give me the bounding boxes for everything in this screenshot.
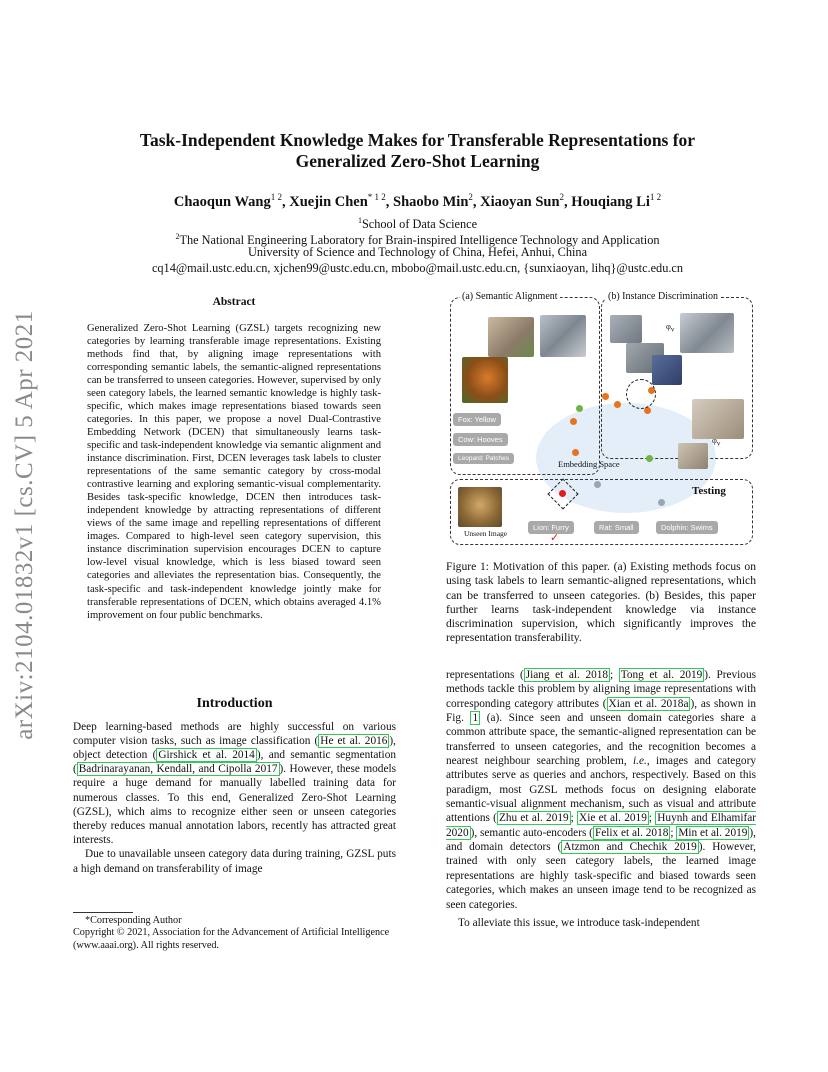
- citation-he2016[interactable]: He et al. 2016: [320, 734, 388, 747]
- test-dot-grey-1: [594, 481, 601, 488]
- intro-p1-text-a: Deep learning-based methods are highly successful on various computer vision tasks, such as image classification (: [73, 720, 396, 747]
- author-1-sup: 1 2: [270, 192, 282, 202]
- title-line-2: Generalized Zero-Shot Learning: [295, 151, 540, 171]
- arxiv-stamp: [0, 290, 50, 760]
- figure-1: [448, 293, 754, 547]
- citation-xie2019[interactable]: Xie et al. 2019: [579, 812, 647, 825]
- rc-text-g: ;: [570, 812, 578, 825]
- rc-text-l: ). However, trained with only seen category labels, the learned image representations are highly task-specific and biased towards seen categories, which makes an unseen image tend to be recognized as seen categories.: [446, 841, 756, 911]
- embed-dot-orange-4: [572, 449, 579, 456]
- leopard-view-1: [610, 315, 642, 343]
- check-mark-icon: ✓: [550, 532, 560, 544]
- aff2-text: The National Engineering Laboratory for Brain-inspired Intelligence Technology and Application: [179, 233, 660, 248]
- fox-photo: [462, 357, 508, 403]
- author-2-sup: * 1 2: [367, 192, 386, 202]
- embed-dot-orange-1: [570, 418, 577, 425]
- leopard-view-4: [652, 355, 682, 385]
- label-instance-discrimination: (b) Instance Discrimination: [608, 291, 718, 302]
- testing-label: Testing: [692, 485, 726, 497]
- citation-jiang2018[interactable]: Jiang et al. 2018: [525, 669, 609, 681]
- author-2: Xuejin Chen: [289, 193, 368, 210]
- rc-text-e: (a). Since seen and unseen domain categories share a common attribute space, the semantic-aligned representation can be transferred to unseen categories, and the recognition becomes a nearest neighbour searching problem,: [446, 712, 757, 768]
- citation-huynh2020[interactable]: Huynh and Elhamifar 2020: [446, 812, 757, 839]
- aff1-sup: 1: [357, 216, 362, 225]
- footnote-copyright: Copyright © 2021, Association for the Advancement of Artificial Intelligence (www.aaai.org). All rights reserved.: [73, 927, 390, 951]
- embed-dot-orange-2: [602, 393, 609, 400]
- author-3: Shaobo Min: [393, 193, 469, 210]
- author-1: Chaoqun Wang: [173, 193, 271, 210]
- rc-text-i: ), semantic auto-encoders (: [470, 826, 593, 839]
- citation-badrinarayanan2017[interactable]: Badrinarayanan, Kendall, and Cipolla 2017: [78, 763, 278, 776]
- rc-text-d: ), as shown in Fig.: [446, 697, 756, 725]
- snow-leopard-photo: [540, 315, 586, 357]
- rc-text-h: ;: [648, 812, 656, 825]
- rc-text-k: ), and domain detectors (: [446, 826, 756, 854]
- citation-atzmon2019[interactable]: Atzmon and Chechik 2019: [563, 841, 697, 854]
- tag-lion-furry: Lion: Furry: [528, 521, 574, 534]
- author-list: Chaoqun Wang$^{1 2}$, Xuejin Chen$^{* 1 2}$, Shaobo Min$^2$, Xiaoyan Sun$^2$, Houqiang $Li^{1 2}$: [173, 192, 662, 210]
- figure-ref-1[interactable]: 1: [472, 712, 479, 725]
- author-3-sup: 2: [468, 192, 473, 202]
- introduction-heading: Introduction: [196, 696, 273, 711]
- author-4: Xiaoyan Sun: [480, 193, 560, 210]
- citation-min2019[interactable]: Min et al. 2019: [678, 826, 748, 839]
- phi-v-label-1: [666, 321, 674, 334]
- cow-photo: [488, 317, 534, 357]
- intro-p1-text-c: ), and semantic segmentation (: [73, 749, 396, 776]
- arxiv-id: arXiv:2104.01832v1 [cs.CV] 5 Apr 2021: [11, 310, 38, 740]
- rc-text-a: representations (: [446, 669, 524, 681]
- phi-2: φ: [712, 435, 717, 445]
- test-dot-grey-2: [658, 499, 665, 506]
- unseen-image-label: Unseen Image: [464, 529, 508, 538]
- affiliation-3: University of Science and Technology of China, Hefei, Anhui, China: [247, 245, 588, 259]
- footnote-rule: [73, 912, 133, 913]
- phi-v-label-2: [712, 435, 720, 448]
- tag-rat-small: Rat: Small: [594, 521, 639, 534]
- embed-dot-green-1: [576, 405, 583, 412]
- citation-felix2018[interactable]: Felix et al. 2018: [594, 826, 669, 839]
- phi-1: φ: [666, 321, 671, 331]
- rc-text-f: , images and category attributes serve as queries and anchors, respectively. Based on this paradigm, most GZSL methods focus on designing elaborate semantic-visual alignment mechanism, such as visual and attribute attentions (: [446, 755, 756, 825]
- rc-text-c: ). Previous methods tackle this problem by aligning image representations with corresponding category attributes (: [446, 669, 757, 710]
- intro-paragraph-1: [73, 720, 396, 848]
- tag-fox-yellow: Fox: Yellow: [453, 413, 501, 426]
- rc-text-b: ;: [610, 669, 619, 681]
- embedding-space-label: Embedding Space: [558, 459, 620, 469]
- figure-1-caption: Figure 1: Motivation of this paper. (a) Existing methods focus on using task labels to learn semantic-aligned representations, which can be transferred to unseen categories. (b) Besides, this paper further learns task-independent knowledge via instance discrimination supervision, which significantly improves the representation transferability.: [446, 560, 756, 645]
- author-4-sup: 2: [559, 192, 565, 202]
- footnote-corresponding: *Corresponding Author: [85, 915, 182, 926]
- introduction-section: [73, 697, 396, 876]
- intro-p1-text-b: ), object detection (: [73, 734, 396, 761]
- instance-cluster-circle: [626, 379, 656, 409]
- label-semantic-alignment: (a) Semantic Alignment: [462, 291, 558, 302]
- tag-dolphin-swims: Dolphin: Swims: [656, 521, 718, 534]
- abstract-section: [87, 296, 381, 622]
- author-5: Houqiang Li: [571, 193, 650, 210]
- citation-tong2019[interactable]: Tong et al. 2019: [620, 669, 703, 681]
- right-paragraph-1: [446, 668, 756, 912]
- paper-title: [60, 130, 775, 172]
- citation-girshick2014[interactable]: Girshick et al. 2014: [158, 749, 255, 761]
- footnote: [73, 915, 403, 952]
- test-dot-red: [559, 490, 566, 497]
- rc-text-ie: i.e.: [633, 755, 647, 768]
- cow-view-1: [692, 399, 744, 439]
- citation-zhu2019[interactable]: Zhu et al. 2019: [498, 812, 569, 825]
- leopard-view-2: [680, 313, 734, 353]
- cow-view-2: [678, 443, 708, 469]
- intro-paragraph-2: Due to unavailable unseen category data during training, GZSL puts a high demand on transferability of image: [73, 848, 396, 875]
- aff1-text: School of Data Science: [361, 217, 478, 232]
- author-5-sup: 1 2: [649, 192, 662, 202]
- abstract-text: Generalized Zero-Shot Learning (GZSL) targets recognizing new categories by learning transferable image representations. Existing methods find that, by aligning image representations with corresponding semantic labels, the semantic-aligned representations can be transferred to unseen categories. However, supervised by only seen category labels, the learned semantic knowledge is highly task-specific, which makes image representations biased towards seen categories. In this paper, we propose a novel Dual-Contrastive Embedding Network (DCEN) that simultaneously learns task-specific and task-independent knowledge via semantic alignment and instance discrimination. First, DCEN leverages task labels to cluster representations of the same semantic category by cross-modal contrastive learning and exploring semantic-visual complementarity. Besides task-specific knowledge, DCEN then introduces task-independent knowledge by attracting representations of different views of the same image and repelling representations of different images. Compared to high-level seen category supervision, this instance discrimination supervision encourages DCEN to capture low-level visual knowledge, which is less biased toward seen categories and alleviates the representation bias. Consequently, the task-specific and task-independent knowledge jointly make for transferable representations of DCEN, which obtains averaged 4.1% improvement on four public benchmarks.: [87, 322, 381, 621]
- author-emails: cq14@mail.ustc.edu.cn, xjchen99@ustc.edu.cn, mbobo@mail.ustc.edu.cn, {sunxiaoyan, lihq}@ustc.edu.cn: [151, 261, 684, 275]
- abstract-heading: Abstract: [212, 296, 256, 308]
- title-line-1: Task-Independent Knowledge Makes for Transferable Representations for: [139, 130, 696, 150]
- aff2-sup: 2: [175, 232, 180, 241]
- intro-p1-text-d: ). However, these models require a huge demand for manually labelled training data for numerous classes. To this end, Generalized Zero-Shot Learning (GZSL), which aims to recognize either seen or unseen categories thereby reduces manual annotation labors, recently has attracted great interests.: [73, 763, 396, 847]
- tag-cow-hooves: Cow: Hooves: [453, 433, 508, 446]
- citation-xian2018a[interactable]: Xian et al. 2018a: [608, 697, 689, 710]
- lion-photo: [458, 487, 502, 527]
- phi-1-sub: v: [670, 325, 675, 334]
- rc-text-j: ;: [670, 826, 677, 839]
- phi-2-sub: v: [716, 439, 721, 448]
- embed-dot-green-2: [646, 455, 653, 462]
- right-paragraph-2: To alleviate this issue, we introduce task-independent: [458, 916, 700, 929]
- embed-dot-orange-3: [614, 401, 621, 408]
- tag-leopard-patches: Leopard: Patches: [453, 453, 514, 464]
- right-column-body: [446, 668, 756, 930]
